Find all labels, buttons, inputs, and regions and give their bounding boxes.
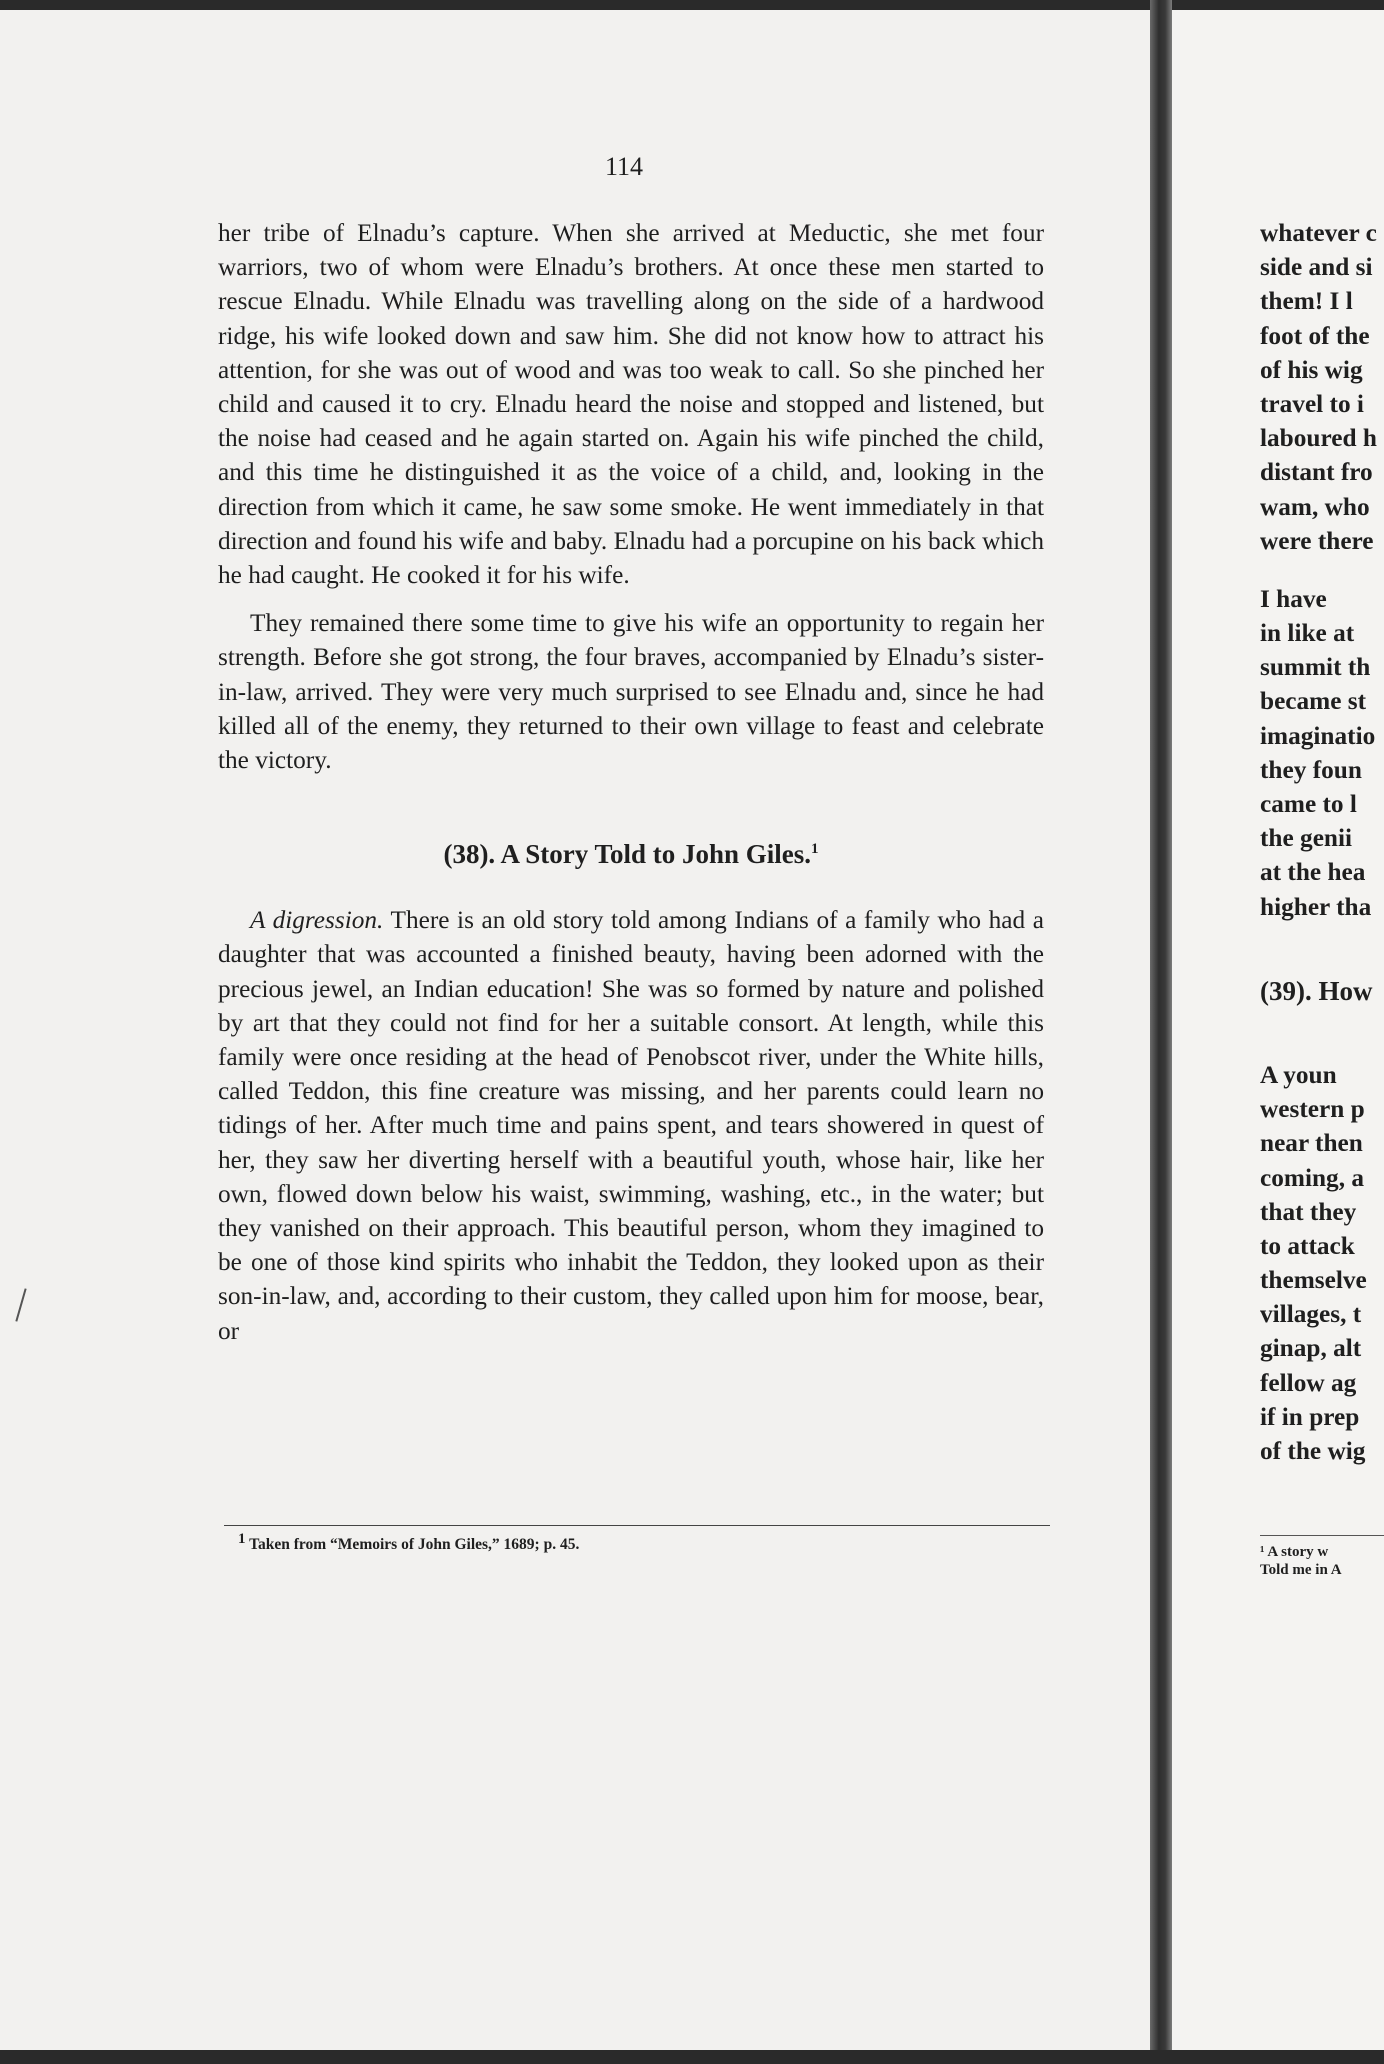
footnote-mark: 1: [238, 1530, 246, 1547]
section-heading: [218, 837, 1044, 871]
right-line: they foun: [1260, 755, 1362, 784]
page-number: 114: [604, 152, 644, 181]
paragraph: her tribe of Elnadu’s capture. When she arrived at Meductic, she met four warriors, two of whom were Elnadu’s brothers. At once these men started to rescue Elnadu. While Elnadu was travelling along on the side of a hardwood ridge, his wife looked down and saw him. She did not know how to attract his attention, for she was out of wood and was too weak to call. So she pinched her child and caused it to cry. Elnadu heard the noise and stopped and listened, but the noise had ceased and he again started on. Again his wife pinched the child, and this time he distinguished it as the voice of a child, and, looking in the direction from which it came, he saw some smoke. He went immediately in that direction and found his wife and baby. Elnadu had a porcupine on his back which he had caught. He cooked it for his wife.: [218, 219, 1044, 590]
right-page-text: [1260, 216, 1384, 1468]
main-text: [218, 216, 1044, 1348]
paragraph: They remained there some time to give his wife an opportunity to regain her strength. Before she got strong, the four braves, accompanied by Elnadu’s sister-in-law, arrived. They were very much surprised to see Elnadu and, since he had killed all of the enemy, they returned to their own village to feast and celebrate the victory.: [218, 609, 1044, 775]
right-line: themselve: [1260, 1266, 1367, 1295]
right-line: western p: [1260, 1095, 1365, 1124]
right-line: in like at: [1260, 619, 1355, 648]
right-line: laboured h: [1260, 424, 1377, 453]
right-line: became st: [1260, 687, 1367, 716]
italic-lead: A digression.: [250, 906, 384, 935]
right-page: [1172, 10, 1384, 2050]
right-line: were there: [1260, 526, 1374, 555]
right-line: side and si: [1260, 253, 1373, 282]
right-line: fellow ag: [1260, 1368, 1357, 1397]
right-line: I have: [1260, 584, 1327, 613]
right-line: whatever c: [1260, 219, 1377, 247]
right-footnote-rule: [1260, 1535, 1384, 1536]
right-line: A youn: [1260, 1060, 1337, 1089]
scan-border-top: [0, 0, 1384, 10]
paragraph-body: There is an old story told among Indians of a family who had a daughter that was accounted a finished beauty, having been adorned with the precious jewel, an Indian education! She was so formed by nature and polished by art that they could not find for her a suitable consort. At length, while this family were once residing at the head of Penobscot river, under the White hills, called Teddon, this fine creature was missing, and her parents could learn no tidings of her. After much time and pains spent, and tears showered in quest of her, they saw her diverting herself with a beautiful youth, whose hair, like her own, flowed down below his waist, swimming, washing, etc., in the water; but they vanished on their approach. This beautiful person, whom they imagined to be one of those kind spirits who inhabit the Teddon, they looked upon as their son-in-law, and, according to their custom, they called upon him for moose, bear, or: [218, 906, 1044, 1345]
right-line: ginap, alt: [1260, 1334, 1362, 1363]
right-line: the genii: [1260, 824, 1353, 853]
right-line: foot of the: [1260, 321, 1370, 350]
right-line: that they: [1260, 1197, 1357, 1226]
right-line: of his wig: [1260, 355, 1363, 384]
right-footnote: [1260, 1543, 1384, 1579]
right-line: distant fro: [1260, 458, 1373, 487]
right-line: at the hea: [1260, 858, 1366, 887]
right-line: near then: [1260, 1129, 1363, 1158]
footnote-text: Taken from “Memoirs of John Giles,” 1689; p. 45.: [245, 1536, 580, 1553]
right-line: of the wig: [1260, 1437, 1366, 1465]
right-line: villages, t: [1260, 1300, 1362, 1329]
right-footnote-line: ¹ A story w: [1260, 1544, 1329, 1560]
right-line: them! I l: [1260, 287, 1353, 316]
paragraph: [218, 903, 1044, 1348]
right-line: imaginatio: [1260, 721, 1376, 750]
right-line: wam, who: [1260, 492, 1370, 521]
right-line: coming, a: [1260, 1163, 1364, 1192]
right-footnote-line: Told me in A: [1260, 1562, 1342, 1578]
footnote: [238, 1530, 1058, 1555]
right-spacer: [1260, 558, 1384, 582]
right-line: came to l: [1260, 790, 1357, 818]
footnote-reference: 1: [811, 841, 819, 858]
scan-border-bottom: [0, 2050, 1384, 2064]
right-spacer: [1260, 1008, 1384, 1058]
right-line: travel to i: [1260, 389, 1364, 418]
right-line: higher tha: [1260, 892, 1372, 921]
right-section-heading: (39). How: [1260, 975, 1373, 1006]
right-line: if in prep: [1260, 1402, 1360, 1431]
book-gutter: [1150, 0, 1172, 2064]
section-heading-text: (38). A Story Told to John Giles.: [443, 839, 812, 870]
right-spacer: [1260, 924, 1384, 974]
footnote-rule: [224, 1525, 1050, 1526]
right-line: summit th: [1260, 653, 1371, 682]
right-line: to attack: [1260, 1231, 1355, 1260]
